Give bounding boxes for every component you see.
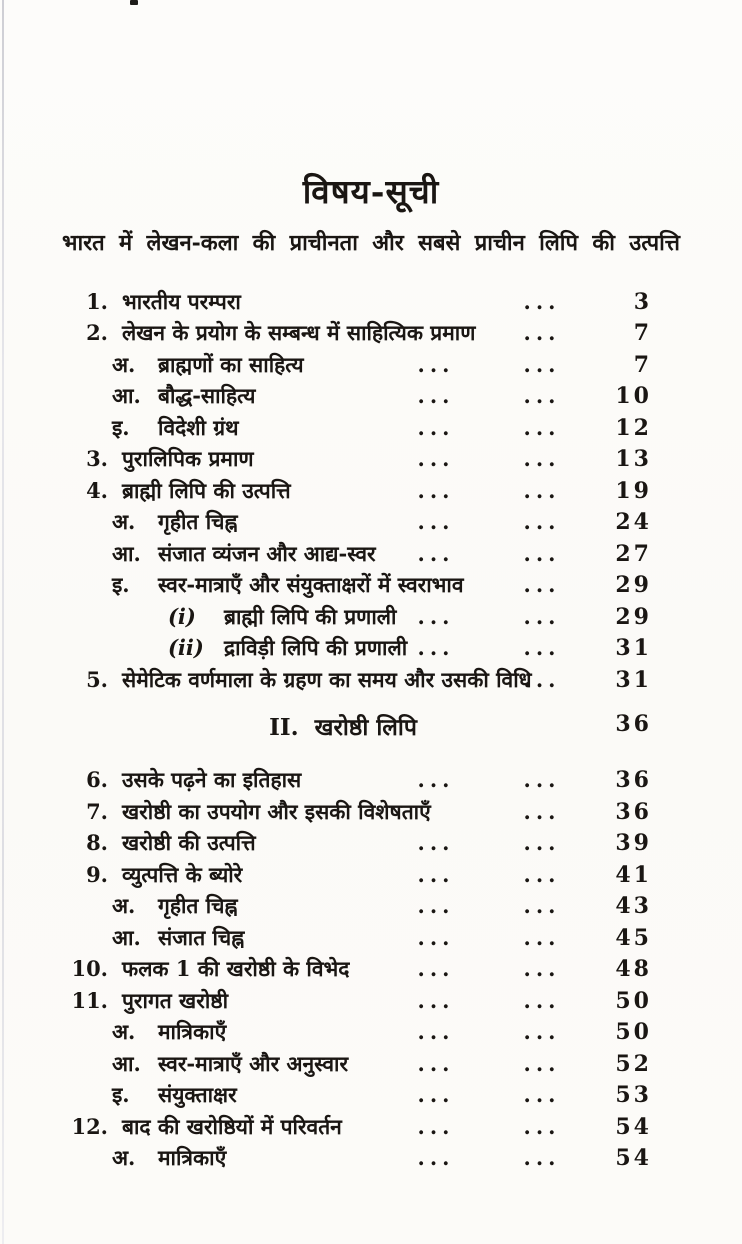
leader-dots: ... [523,351,561,377]
leader-dots: ... [417,1145,455,1171]
leader-dots: ... [523,1050,561,1076]
toc-page-number: 54 [615,1145,652,1172]
toc-page-number: 3 [633,288,652,315]
toc-page-number: 19 [615,477,652,504]
toc-row [0,414,742,446]
leader-dots: ... [417,830,455,856]
toc-entry-title: फलक 1 की खरोष्ठी के विभेद [122,956,350,982]
toc-entry-title: संयुक्ताक्षर [158,1082,237,1108]
leader-dots: ... [417,1019,455,1045]
toc-entry-title: गृहीत चिह्न [158,509,238,535]
leader-dots: ... [417,635,455,661]
leader-dots: ... [417,924,455,950]
toc-row [0,445,742,477]
toc-entry-number: आ. [112,383,141,409]
toc-row [0,540,742,572]
toc-entry-title: बौद्ध-साहित्य [158,383,256,409]
toc-entry-title: उसके पढ़ने का इतिहास [122,767,302,793]
toc-entry-number: 10. [71,956,108,982]
toc-row [0,1144,742,1176]
toc-entry-number: 3. [86,446,108,472]
toc-page-number: 24 [615,509,652,536]
leader-dots: ... [523,572,561,598]
toc-row [0,508,742,540]
toc-page-number: 7 [633,351,652,378]
leader-dots: ... [523,603,561,629]
leader-dots: ... [523,1145,561,1171]
toc-row [0,666,742,698]
toc-row [0,603,742,635]
toc-entry-title: ब्राह्मी लिपि की उत्पत्ति [122,477,291,503]
toc-row [0,924,742,956]
toc-entry-title: सेमेटिक वर्णमाला के ग्रहण का समय और उसकी विधि [122,666,532,692]
toc-entry-number: 12. [71,1113,108,1139]
toc-page-number: 7 [633,320,652,347]
toc-entry-number: इ. [112,572,130,598]
toc-page-number: 50 [615,987,652,1014]
toc-row [0,955,742,987]
leader-dots: ... [523,540,561,566]
leader-dots: ... [417,383,455,409]
toc-entry-number: आ. [112,1050,141,1076]
toc-entry-title: खरोष्ठी का उपयोग और इसकी विशेषताएँ [122,798,431,824]
toc-entry-number: 9. [86,861,108,887]
toc-page-number: 48 [615,956,652,983]
toc-row [0,288,742,320]
toc-entry-number: अ. [112,509,136,535]
toc-entry-number: 11. [71,987,108,1013]
toc-page-number: 10 [615,383,652,410]
toc-page-number: 54 [615,1113,652,1140]
toc-page-number: 27 [615,540,652,567]
toc-entry-title: खरोष्ठी की उत्पत्ति [122,830,256,856]
toc-entry-title: संजात चिह्न [158,924,245,950]
leader-dots: ... [523,477,561,503]
toc-row [0,829,742,861]
toc-entry-number: 4. [86,477,108,503]
page-title: विषय-सूची [302,172,440,211]
leader-dots: ... [523,509,561,535]
leader-dots: ... [523,1113,561,1139]
leader-dots: ... [523,767,561,793]
leader-dots: ... [417,1082,455,1108]
leader-dots: ... [523,1082,561,1108]
toc-entry-title: स्वर-मात्राएँ और संयुक्ताक्षरों में स्वराभाव [158,572,464,598]
section-page-number: 36 [615,711,652,738]
toc-page-number: 39 [615,830,652,857]
toc-entry-number: इ. [112,1082,130,1108]
leader-dots: ... [417,477,455,503]
toc-row [0,1050,742,1082]
leader-dots: ... [523,288,561,314]
toc-entry-title: पुरालिपिक प्रमाण [122,446,254,472]
toc-page-number: 36 [615,798,652,825]
toc-page-number: 31 [615,666,652,693]
toc-row [0,1018,742,1050]
toc-list-part2 [0,766,742,1176]
toc-entry-number: अ. [112,1145,136,1171]
toc-row [0,634,742,666]
toc-page-number: 36 [615,767,652,794]
leader-dots: ... [417,509,455,535]
toc-entry-number: 5. [86,666,108,692]
toc-page-number: 52 [615,1050,652,1077]
toc-row [0,1113,742,1145]
toc-entry-number: 1. [86,288,108,314]
toc-page-number: 29 [615,603,652,630]
leader-dots: ... [417,1113,455,1139]
leader-dots: ... [417,767,455,793]
toc-row [0,987,742,1019]
leader-dots: ... [523,1019,561,1045]
scan-ink-speck [130,0,138,5]
toc-row [0,571,742,603]
toc-entry-title: स्वर-मात्राएँ और अनुस्वार [158,1050,349,1076]
toc-entry-number: अ. [112,351,136,377]
leader-dots: ... [523,893,561,919]
toc-entry-title: पुरागत खरोष्ठी [122,987,229,1013]
toc-entry-number: आ. [112,540,141,566]
leader-dots: ... [417,603,455,629]
leader-dots: ... [523,987,561,1013]
leader-dots: ... [523,635,561,661]
toc-entry-title: भारतीय परम्परा [122,288,241,314]
toc-entry-title: विदेशी ग्रंथ [158,414,239,440]
toc-entry-number: इ. [112,414,130,440]
toc-page-number: 43 [615,893,652,920]
toc-entry-title: द्राविड़ी लिपि की प्रणाली [224,635,408,661]
leader-dots: ... [523,414,561,440]
leader-dots: ... [417,414,455,440]
toc-row [0,798,742,830]
toc-list-part1 [0,288,742,698]
toc-entry-number: 7. [86,798,108,824]
scan-edge-artifact [2,0,4,1244]
toc-page-number: 12 [615,414,652,441]
leader-dots: ... [523,666,561,692]
leader-dots: ... [523,861,561,887]
toc-page-number: 41 [615,861,652,888]
toc-entry-title: मात्रिकाएँ [158,1145,227,1171]
toc-entry-number: (ii) [168,635,204,661]
toc-page-number: 31 [615,635,652,662]
leader-dots: ... [417,956,455,982]
leader-dots: ... [417,893,455,919]
leader-dots: ... [523,798,561,824]
section-title: खरोष्ठी लिपि [314,714,417,742]
toc-row [0,382,742,414]
toc-page-number: 13 [615,446,652,473]
leader-dots: ... [417,861,455,887]
toc-entry-title: लेखन के प्रयोग के सम्बन्ध में साहित्यिक प्रमाण [122,320,476,346]
toc-entry-number: 2. [86,320,108,346]
leader-dots: ... [523,924,561,950]
toc-entry-number: अ. [112,1019,136,1045]
toc-page-number: 53 [615,1082,652,1109]
toc-entry-title: व्युत्पत्ति के ब्योरे [122,861,243,887]
toc-entry-title: बाद की खरोष्ठियों में परिवर्तन [122,1113,342,1139]
toc-entry-title: ब्राह्मणों का साहित्य [158,351,304,377]
toc-page-number: 29 [615,572,652,599]
toc-row [0,892,742,924]
leader-dots: ... [417,351,455,377]
toc-page-number: 50 [615,1019,652,1046]
toc-entry-number: (i) [168,603,196,629]
toc-row [0,477,742,509]
toc-entry-number: आ. [112,924,141,950]
toc-entry-title: ब्राह्मी लिपि की प्रणाली [224,603,397,629]
leader-dots: ... [417,540,455,566]
section-numeral: II. [269,714,299,742]
toc-entry-title: गृहीत चिह्न [158,893,238,919]
toc-row [0,351,742,383]
toc-entry-number: 8. [86,830,108,856]
toc-entry-number: अ. [112,893,136,919]
leader-dots: ... [523,446,561,472]
toc-entry-number: 6. [86,767,108,793]
leader-dots: ... [523,956,561,982]
toc-row [0,1081,742,1113]
leader-dots: ... [523,830,561,856]
leader-dots: ... [417,446,455,472]
leader-dots: ... [417,987,455,1013]
toc-page-number: 45 [615,924,652,951]
part1-heading: भारत में लेखन-कला की प्राचीनता और सबसे प्राचीन लिपि की उत्पत्ति [62,230,680,256]
leader-dots: ... [417,1050,455,1076]
toc-row [0,319,742,351]
leader-dots: ... [523,320,561,346]
section-heading-row [0,710,742,743]
toc-row [0,861,742,893]
toc-entry-title: मात्रिकाएँ [158,1019,227,1045]
toc-row [0,766,742,798]
toc-entry-title: संजात व्यंजन और आद्य-स्वर [158,540,376,566]
leader-dots: ... [523,383,561,409]
